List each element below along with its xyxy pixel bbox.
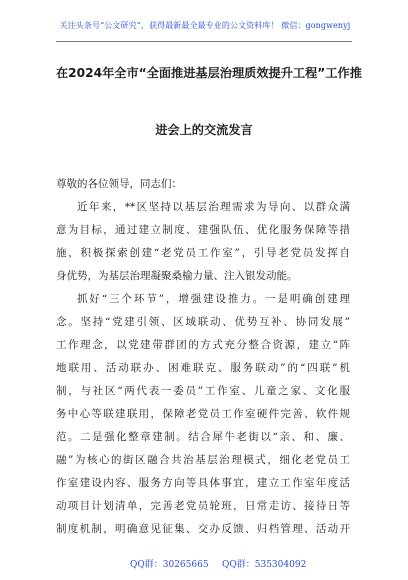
salutation: 尊敬的各位领导，同志们： xyxy=(56,178,182,190)
body-line: 制，与社区“两代表一委员”工作室、儿童之家、文化服 xyxy=(56,385,350,397)
body-line: 务中心等联建联用，保障老党员工作室硬件完善、软件规 xyxy=(56,408,350,420)
body-line: 施，积极探索创建“老党员工作室”，引导老党员发挥自 xyxy=(56,247,350,259)
footer-qq-group-1: QQ群：30265665 xyxy=(130,560,209,570)
body-line: 作室建设内容、服务方向等具体事宜，建立工作室年度活 xyxy=(56,477,350,489)
document-title-line-1: 在2024年全市“全面推进基层治理质效提升工程”工作推 xyxy=(56,66,362,80)
header-banner: 关注头条号“公文研究”，获得最新最全最专业的公文资料库！ 微信：gongwenyj xyxy=(59,21,351,30)
header-divider xyxy=(56,41,352,42)
body-line: 融”为核心的街区融合共治基层治理模式，细化老党员工 xyxy=(56,454,350,466)
body-line: 动项目计划清单，完善老党员轮班，日常走访、接待日等 xyxy=(56,500,350,512)
body-line: 意为目标，通过建立制度、建强队伍、优化服务保障等措 xyxy=(56,224,350,236)
document-title-line-2: 进会上的交流发言 xyxy=(155,123,253,137)
body-line: 近年来，**区坚持以基层治理需求为导向、以群众满 xyxy=(77,201,350,213)
body-line: 制度机制，明确意见征集、交办反馈、归档管理、活动开 xyxy=(56,523,350,535)
body-line: 范。二是强化整章建制。结合犀牛老街以“亲、和、廉、 xyxy=(56,431,350,443)
body-line: 地联用、活动联办、困难联克、服务联动”的“四联”机 xyxy=(56,362,350,374)
body-line: 念。坚持“党建引领、区域联动、优势互补、协同发展” xyxy=(56,316,350,328)
body-line: 工作理念，以党建带群团的方式充分整合资源，建立“阵 xyxy=(56,339,350,351)
footer-qq-group-2: QQ群：535304092 xyxy=(222,560,307,570)
body-line: 抓好“三个环节”，增强建设推力。一是明确创建理 xyxy=(77,293,350,305)
body-line: 身优势，为基层治理凝聚桑榆力量、注入银发动能。 xyxy=(56,270,298,282)
